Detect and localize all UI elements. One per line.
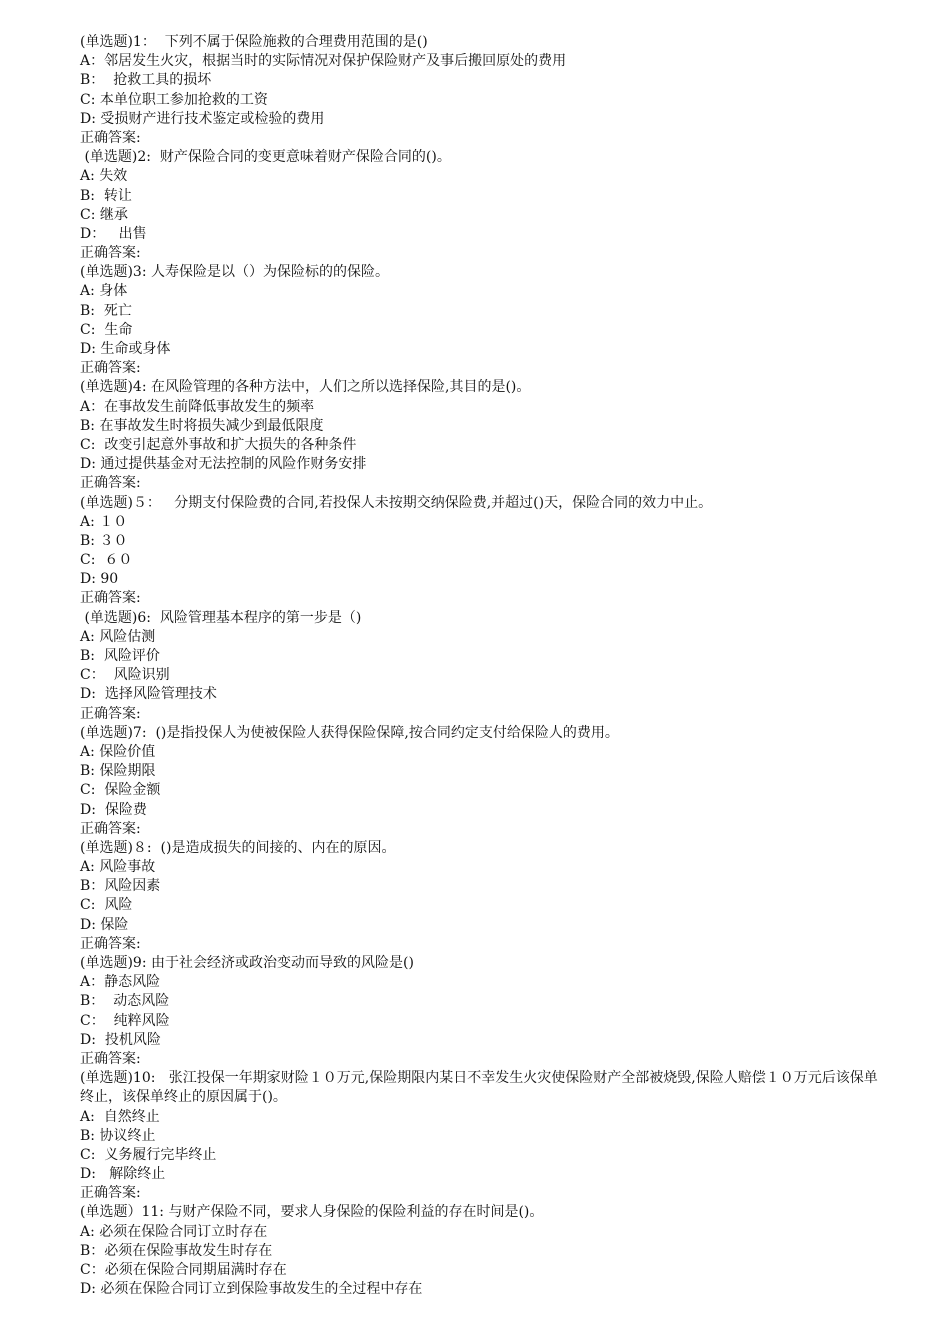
correct-answer-label: 正确答案: bbox=[80, 590, 141, 607]
question-stem: (单选题)4: 在风险管理的各种方法中，人们之所以选择保险,其目的是()。 bbox=[80, 379, 531, 396]
answer-option: A: 风险事故 bbox=[80, 859, 156, 876]
correct-answer-label: 正确答案: bbox=[80, 705, 141, 722]
question-stem: (单选题）11: 与财产保险不同，要求人身保险的保险利益的存在时间是()。 bbox=[80, 1204, 544, 1221]
answer-option: B: 协议终止 bbox=[80, 1127, 156, 1144]
question-block bbox=[80, 263, 880, 378]
answer-option: A: １０ bbox=[80, 513, 128, 530]
answer-option: D: 选择风险管理技术 bbox=[80, 686, 217, 703]
question-block bbox=[80, 724, 880, 839]
answer-option: B: 转让 bbox=[80, 187, 132, 204]
answer-option: A: 风险估测 bbox=[80, 628, 156, 645]
question-stem: (单选题)1： 下列不属于保险施救的合理费用范围的是() bbox=[80, 34, 428, 50]
answer-option: A: 身体 bbox=[80, 283, 128, 300]
answer-option: A: 保险价值 bbox=[80, 743, 156, 760]
question-stem: (单选题)6: 风险管理基本程序的第一步是（) bbox=[80, 609, 362, 626]
answer-option: C： 风险识别 bbox=[80, 667, 170, 684]
question-block bbox=[80, 1069, 880, 1203]
answer-option: D: 必须在保险合同订立到保险事故发生的全过程中存在 bbox=[80, 1281, 423, 1298]
answer-option: A: 自然终止 bbox=[80, 1108, 160, 1125]
answer-option: C: 保险金额 bbox=[80, 782, 161, 799]
correct-answer-label: 正确答案: bbox=[80, 935, 141, 952]
answer-option: A: 必须在保险合同订立时存在 bbox=[80, 1223, 268, 1240]
answer-option: B： 动态风险 bbox=[80, 993, 170, 1010]
question-block bbox=[80, 33, 880, 148]
answer-option: C: 风险 bbox=[80, 897, 133, 914]
answer-option: D: 90 bbox=[80, 571, 119, 588]
answer-option: B：风险因素 bbox=[80, 878, 161, 895]
answer-option: B: 保险期限 bbox=[80, 763, 156, 780]
answer-option: D: 通过提供基金对无法控制的风险作财务安排 bbox=[80, 456, 367, 473]
answer-option: D: 投机风险 bbox=[80, 1031, 161, 1048]
answer-option: B：必须在保险事故发生时存在 bbox=[80, 1242, 273, 1259]
question-stem: (单选题)８: ()是造成损失的间接的、内在的原因。 bbox=[80, 839, 396, 856]
answer-option: C: 本单位职工参加抢救的工资 bbox=[80, 91, 268, 108]
question-block bbox=[80, 954, 880, 1069]
question-stem: (单选题)2: 财产保险合同的变更意味着财产保险合同的()。 bbox=[80, 149, 451, 166]
question-stem: (单选题)10: 张江投保一年期家财险１０万元,保险期限内某日不幸发生火灾使保险财产全部被烧毁,保险人赔偿１０万元后该保单终止，该保单终止的原因属于()。 bbox=[80, 1070, 878, 1106]
answer-option: A: 失效 bbox=[80, 168, 128, 185]
correct-answer-label: 正确答案: bbox=[80, 245, 141, 262]
question-document bbox=[80, 33, 880, 1299]
answer-option: C：必须在保险合同期届满时存在 bbox=[80, 1262, 287, 1279]
answer-option: A：静态风险 bbox=[80, 974, 161, 991]
question-stem: (单选题)５： 分期支付保险费的合同,若投保人未按期交纳保险费,并超过()天，保险合同的效力中止。 bbox=[80, 494, 713, 511]
question-stem: (单选题)9: 由于社会经济或政治变动而导致的风险是() bbox=[80, 955, 414, 971]
correct-answer-label: 正确答案: bbox=[80, 1050, 141, 1067]
correct-answer-label: 正确答案: bbox=[80, 1185, 141, 1202]
answer-option: B: ３０ bbox=[80, 532, 128, 549]
question-stem: (单选题)7: ()是指投保人为使被保险人获得保险保障,按合同约定支付给保险人的费用。 bbox=[80, 724, 619, 741]
question-block bbox=[80, 148, 880, 263]
answer-option: C: 继承 bbox=[80, 206, 128, 223]
correct-answer-label: 正确答案: bbox=[80, 360, 141, 377]
question-block bbox=[80, 378, 880, 493]
answer-option: C: 改变引起意外事故和扩大损失的各种条件 bbox=[80, 436, 357, 453]
correct-answer-label: 正确答案: bbox=[80, 475, 141, 492]
question-block bbox=[80, 494, 880, 609]
answer-option: D: 生命或身体 bbox=[80, 341, 171, 357]
correct-answer-label: 正确答案: bbox=[80, 820, 141, 837]
question-stem: (单选题)3: 人寿保险是以（）为保险标的的保险。 bbox=[80, 264, 389, 281]
answer-option: B: 风险评价 bbox=[80, 648, 160, 664]
answer-option: A：在事故发生前降低事故发生的频率 bbox=[80, 398, 315, 415]
answer-option: A：邻居发生火灾，根据当时的实际情况对保护保险财产及事后搬回原处的费用 bbox=[80, 53, 567, 70]
question-block bbox=[80, 1203, 880, 1299]
answer-option: D: 解除终止 bbox=[80, 1166, 166, 1183]
answer-option: B: 死亡 bbox=[80, 302, 132, 319]
answer-option: B: 在事故发生时将损失减少到最低限度 bbox=[80, 417, 324, 434]
answer-option: C: 生命 bbox=[80, 321, 133, 338]
answer-option: D： 出售 bbox=[80, 225, 147, 242]
answer-option: B： 抢救工具的损坏 bbox=[80, 72, 212, 89]
question-block bbox=[80, 609, 880, 724]
answer-option: D: 受损财产进行技术鉴定或检验的费用 bbox=[80, 110, 325, 127]
answer-option: C: ６０ bbox=[80, 552, 133, 569]
correct-answer-label: 正确答案: bbox=[80, 129, 141, 146]
answer-option: D: 保险 bbox=[80, 916, 129, 933]
question-block bbox=[80, 839, 880, 954]
answer-option: C： 纯粹风险 bbox=[80, 1012, 170, 1029]
answer-option: C: 义务履行完毕终止 bbox=[80, 1146, 217, 1163]
answer-option: D: 保险费 bbox=[80, 801, 147, 818]
